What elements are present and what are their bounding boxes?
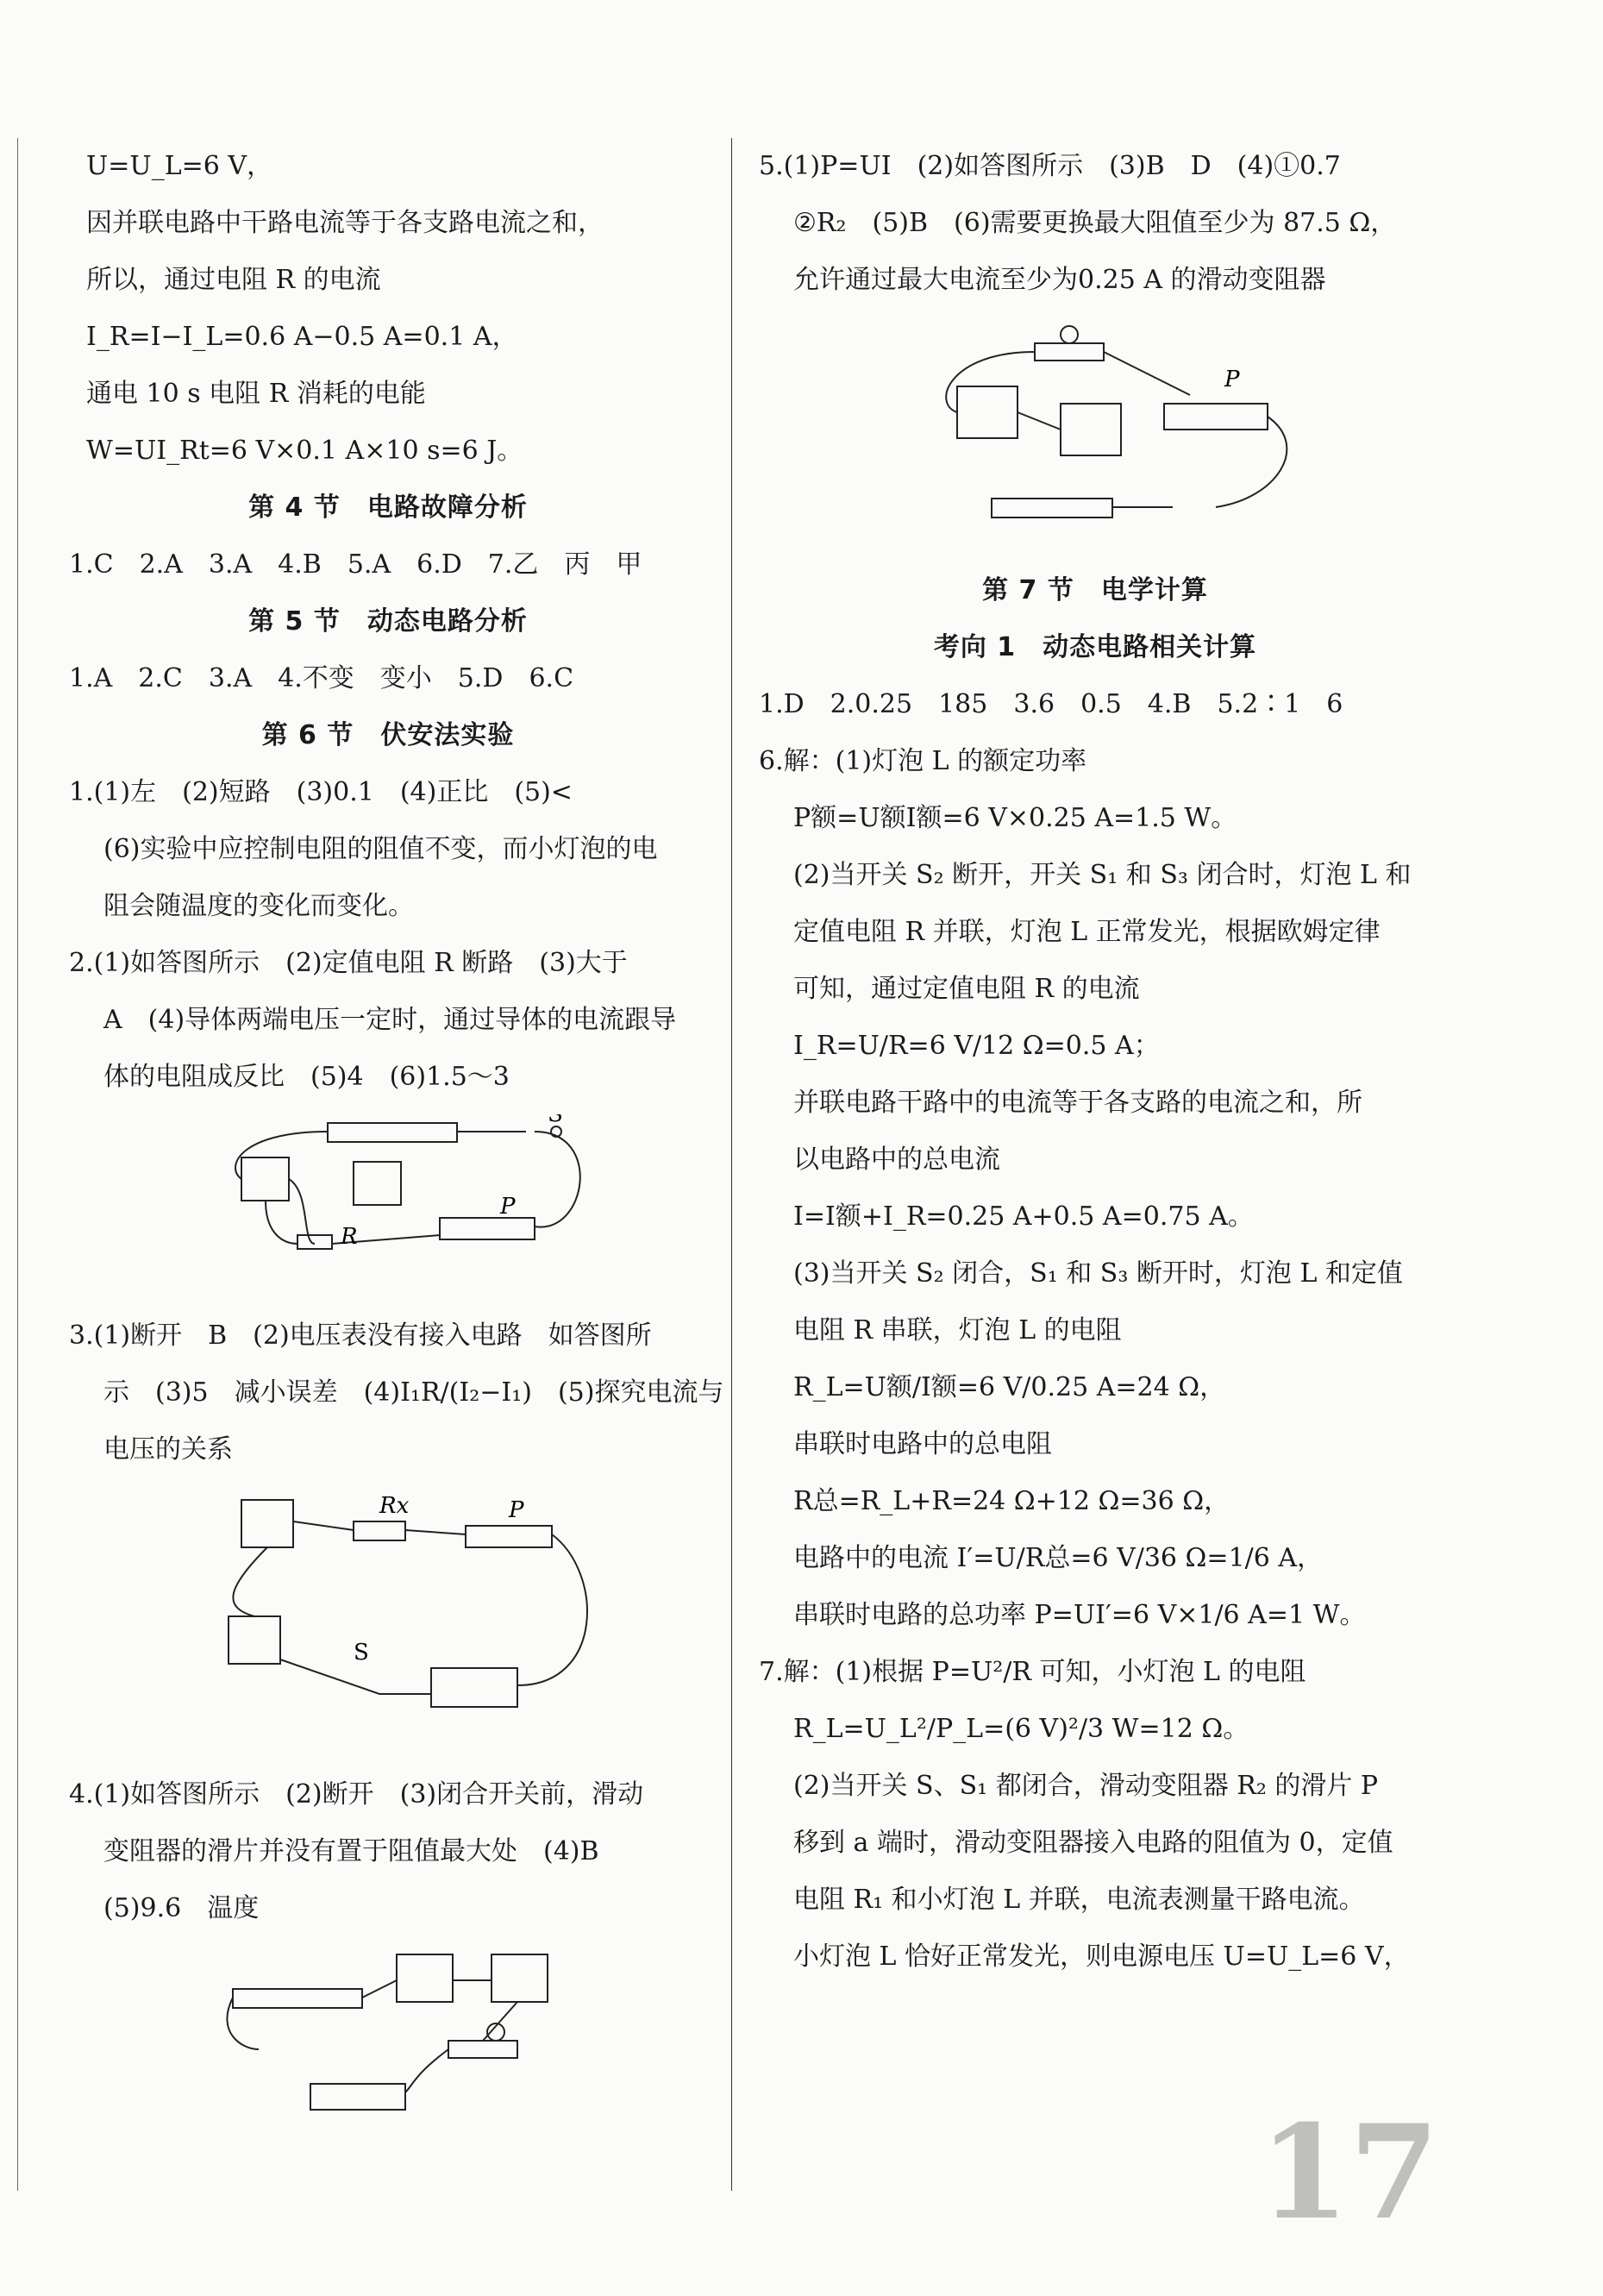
text-line: 因并联电路中干路电流等于各支路电流之和， xyxy=(86,208,604,238)
circuit-figure-q2 xyxy=(69,1114,707,1299)
q7-line: 7.解：(1)根据 P=U²/R 可知，小灯泡 L 的电阻 xyxy=(759,1657,1306,1687)
section-5-answers: 1.A 2.C 3.A 4.不变 变小 5.D 6.C xyxy=(69,663,574,693)
q2-line: A (4)导体两端电压一定时，通过导体的电流跟导 xyxy=(103,1005,677,1035)
q7-line: 移到 a 端时，滑动变阻器接入电路的阻值为 0，定值 xyxy=(793,1828,1393,1858)
q5-line: 允许通过最大电流至少为0.25 A 的滑动变阻器 xyxy=(793,265,1326,295)
label-s: S xyxy=(548,1114,563,1127)
q4-line: (5)9.6 温度 xyxy=(103,1893,260,1923)
q2-line: 体的电阻成反比 (5)4 (6)1.5～3 xyxy=(103,1062,510,1092)
circuit-diagram xyxy=(69,1946,707,2118)
section-5-title: 第 5 节 动态电路分析 xyxy=(248,606,528,637)
q1-line: 1.(1)左 (2)短路 (3)0.1 (4)正比 (5)< xyxy=(69,777,573,807)
section-4-answers: 1.C 2.A 3.A 4.B 5.A 6.D 7.乙 丙 甲 xyxy=(69,549,642,580)
left-column xyxy=(69,138,724,2148)
q6-line: I_R=U/R=6 V/12 Ω=0.5 A； xyxy=(793,1031,1160,1061)
q6-line: 并联电路干路中的电流等于各支路的电流之和，所 xyxy=(793,1088,1362,1118)
label-p: P xyxy=(1224,367,1240,392)
q6-line: 6.解：(1)灯泡 L 的额定功率 xyxy=(759,746,1087,776)
q1-line: (6)实验中应控制电阻的阻值不变，而小灯泡的电 xyxy=(103,834,658,864)
q6-line: 串联时电路中的总电阻 xyxy=(793,1429,1052,1459)
battery-shape xyxy=(328,1123,457,1142)
text-line: W=UI_Rt=6 V×0.1 A×10 s=6 J。 xyxy=(86,436,523,466)
mc-answers: 1.D 2.0.25 185 3.6 0.5 4.B 5.2∶1 6 xyxy=(759,689,1343,719)
voltmeter-shape xyxy=(354,1162,401,1205)
q2-line: 2.(1)如答图所示 (2)定值电阻 R 断路 (3)大于 xyxy=(69,948,628,978)
right-column xyxy=(759,138,1431,1985)
resistor-shape xyxy=(297,1235,332,1249)
label-rx: Rx xyxy=(379,1493,410,1519)
q6-line: 串联时电路的总功率 P=UI′=6 V×1/6 A=1 W。 xyxy=(793,1600,1366,1630)
q6-line: (3)当开关 S₂ 闭合，S₁ 和 S₃ 断开时，灯泡 L 和定值 xyxy=(793,1258,1403,1289)
q4-line: 4.(1)如答图所示 (2)断开 (3)闭合开关前，滑动 xyxy=(69,1779,644,1810)
circuit-figure-q3 xyxy=(69,1487,707,1758)
subsection-1-title: 考向 1 动态电路相关计算 xyxy=(933,632,1257,662)
q7-line: (2)当开关 S、S₁ 都闭合，滑动变阻器 R₂ 的滑片 P xyxy=(793,1771,1379,1801)
q6-line: 定值电阻 R 并联，灯泡 L 正常发光，根据欧姆定律 xyxy=(793,917,1381,947)
q7-line: 小灯泡 L 恰好正常发光，则电源电压 U=U_L=6 V， xyxy=(793,1942,1410,1972)
circuit-diagram xyxy=(69,1114,707,1278)
section-4-title: 第 4 节 电路故障分析 xyxy=(248,492,528,523)
q3-line: 示 (3)5 减小误差 (4)I₁R/(I₂−I₁) (5)探究电流与 xyxy=(103,1377,724,1408)
margin-line xyxy=(17,138,18,2191)
q4-line: 变阻器的滑片并没有置于阻值最大处 (4)B xyxy=(103,1836,599,1866)
circuit-figure-q5 xyxy=(759,317,1431,554)
q6-line: R总=R_L+R=24 Ω+12 Ω=36 Ω， xyxy=(793,1486,1230,1516)
q6-line: 以电路中的总电流 xyxy=(793,1145,1000,1175)
label-p: P xyxy=(509,1497,524,1523)
section-6-title: 第 6 节 伏安法实验 xyxy=(261,720,515,750)
q5-line: 5.(1)P=UI (2)如答图所示 (3)B D (4)①0.7 xyxy=(759,151,1341,181)
text-line: 通电 10 s 电阻 R 消耗的电能 xyxy=(86,379,426,409)
q6-line: 电路中的电流 I′=U/R总=6 V/36 Ω=1/6 A， xyxy=(793,1543,1324,1573)
q6-line: I=I额+I_R=0.25 A+0.5 A=0.75 A。 xyxy=(793,1201,1254,1232)
q6-line: 电阻 R 串联，灯泡 L 的电阻 xyxy=(793,1315,1122,1346)
q5-line: ②R₂ (5)B (6)需要更换最大阻值至少为 87.5 Ω， xyxy=(793,208,1397,238)
section-7-title: 第 7 节 电学计算 xyxy=(982,575,1208,605)
text-line: U=U_L=6 V， xyxy=(86,151,273,181)
circuit-diagram xyxy=(69,1487,707,1737)
q3-line: 电压的关系 xyxy=(103,1434,233,1465)
ammeter-shape xyxy=(241,1157,289,1201)
q1-line: 阻会随温度的变化而变化。 xyxy=(103,891,414,921)
column-divider xyxy=(731,138,732,2191)
q6-line: (2)当开关 S₂ 断开，开关 S₁ 和 S₃ 闭合时，灯泡 L 和 xyxy=(793,860,1412,890)
circuit-diagram xyxy=(759,317,1431,533)
q6-line: 可知，通过定值电阻 R 的电流 xyxy=(793,974,1140,1004)
q6-line: R_L=U额/I额=6 V/0.25 A=24 Ω， xyxy=(793,1372,1226,1402)
text-line: I_R=I−I_L=0.6 A−0.5 A=0.1 A， xyxy=(86,322,518,352)
text-line: 所以，通过电阻 R 的电流 xyxy=(86,265,381,295)
circuit-figure-q4 xyxy=(69,1946,707,2139)
label-r: R xyxy=(341,1224,358,1250)
q7-line: R_L=U_L²/P_L=(6 V)²/3 W=12 Ω。 xyxy=(793,1714,1249,1744)
q3-line: 3.(1)断开 B (2)电压表没有接入电路 如答图所 xyxy=(69,1321,652,1351)
page-number: 17 xyxy=(1259,2097,1439,2249)
label-p: P xyxy=(500,1194,516,1220)
label-s: S xyxy=(354,1640,369,1666)
rheostat-shape xyxy=(440,1218,535,1239)
q7-line: 电阻 R₁ 和小灯泡 L 并联，电流表测量干路电流。 xyxy=(793,1885,1365,1915)
q6-line: P额=U额I额=6 V×0.25 A=1.5 W。 xyxy=(793,803,1237,833)
